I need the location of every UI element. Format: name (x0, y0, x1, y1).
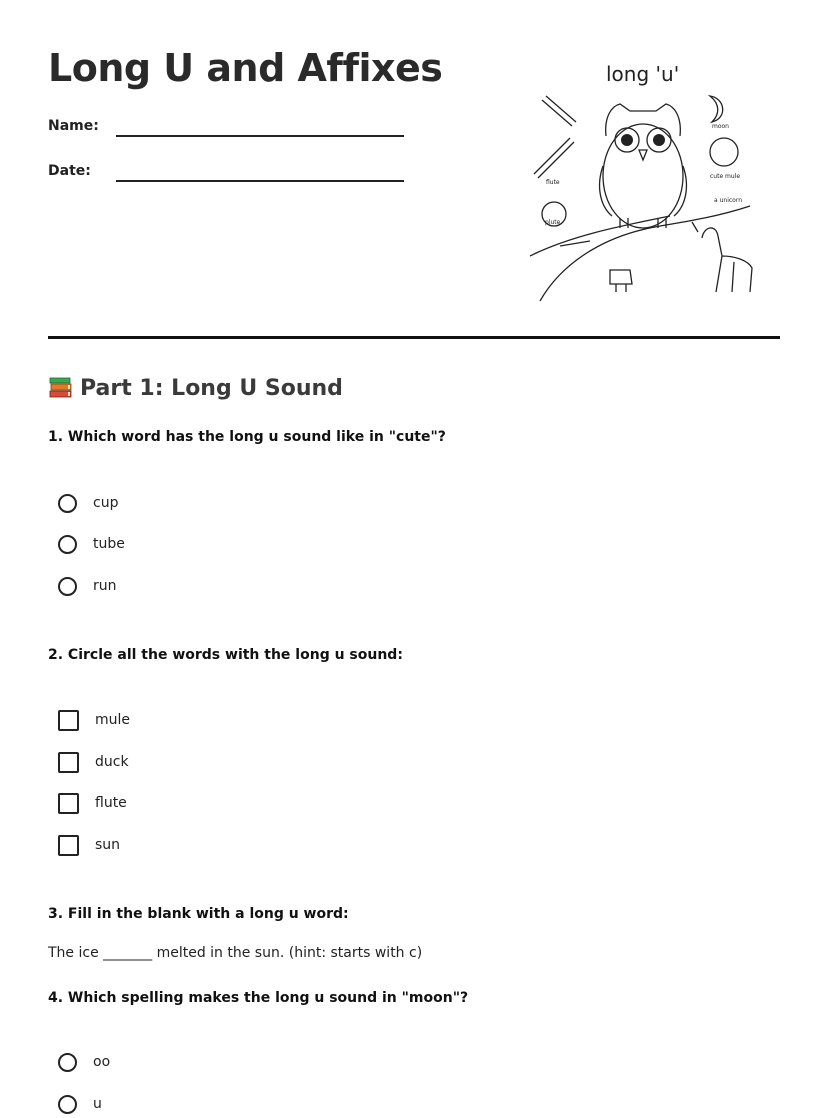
checkbox[interactable] (58, 835, 79, 856)
label-cute-mule: cute mule (710, 173, 741, 180)
label-flute: flute (546, 179, 560, 186)
question-1: 1. Which word has the long u sound like in "cute"? (48, 429, 446, 445)
long-u-illustration (520, 56, 770, 306)
checkbox[interactable] (58, 752, 79, 773)
worksheet-title: Long U and Affixes (48, 46, 443, 90)
part1-title (48, 375, 343, 401)
option-label: tube (93, 536, 125, 552)
books-icon (48, 375, 74, 399)
owl-drawing (520, 56, 770, 306)
q2-option-sun[interactable] (58, 833, 120, 857)
radio-button[interactable] (58, 494, 77, 513)
option-label: oo (93, 1054, 111, 1070)
question-2: 2. Circle all the words with the long u sound: (48, 647, 403, 663)
illustration-title: long 'u' (606, 62, 680, 86)
q2-option-duck[interactable] (58, 750, 129, 774)
q1-option-cup[interactable] (58, 491, 118, 515)
header-divider (48, 336, 780, 339)
checkbox[interactable] (58, 710, 79, 731)
q1-option-tube[interactable] (58, 532, 125, 556)
fill-in-sentence: The ice _______ melted in the sun. (hint: starts with c) (48, 945, 423, 961)
radio-button[interactable] (58, 1053, 77, 1072)
label-moon: moon (712, 123, 729, 130)
q2-option-mule[interactable] (58, 708, 130, 732)
option-label: sun (95, 837, 121, 853)
q4-option-oo[interactable] (58, 1050, 110, 1074)
date-label: Date: (48, 163, 91, 179)
q2-option-flute[interactable] (58, 791, 127, 815)
option-label: mule (95, 712, 131, 728)
radio-button[interactable] (58, 1095, 77, 1114)
option-label: cup (93, 495, 119, 511)
option-label: flute (95, 795, 127, 811)
label-plute: plute (545, 219, 561, 226)
date-line[interactable] (116, 180, 404, 182)
radio-button[interactable] (58, 535, 77, 554)
checkbox[interactable] (58, 793, 79, 814)
part1-title-text: Part 1: Long U Sound (80, 376, 343, 401)
question-3: 3. Fill in the blank with a long u word: (48, 906, 349, 922)
name-label: Name: (48, 118, 99, 134)
question-4: 4. Which spelling makes the long u sound in "moon"? (48, 990, 469, 1006)
radio-button[interactable] (58, 577, 77, 596)
option-label: u (93, 1096, 102, 1112)
q4-option-u[interactable] (58, 1092, 102, 1116)
option-label: run (93, 578, 117, 594)
label-unicorn: a unicorn (714, 197, 742, 204)
name-line[interactable] (116, 135, 404, 137)
q1-option-run[interactable] (58, 574, 117, 598)
option-label: duck (95, 754, 129, 770)
